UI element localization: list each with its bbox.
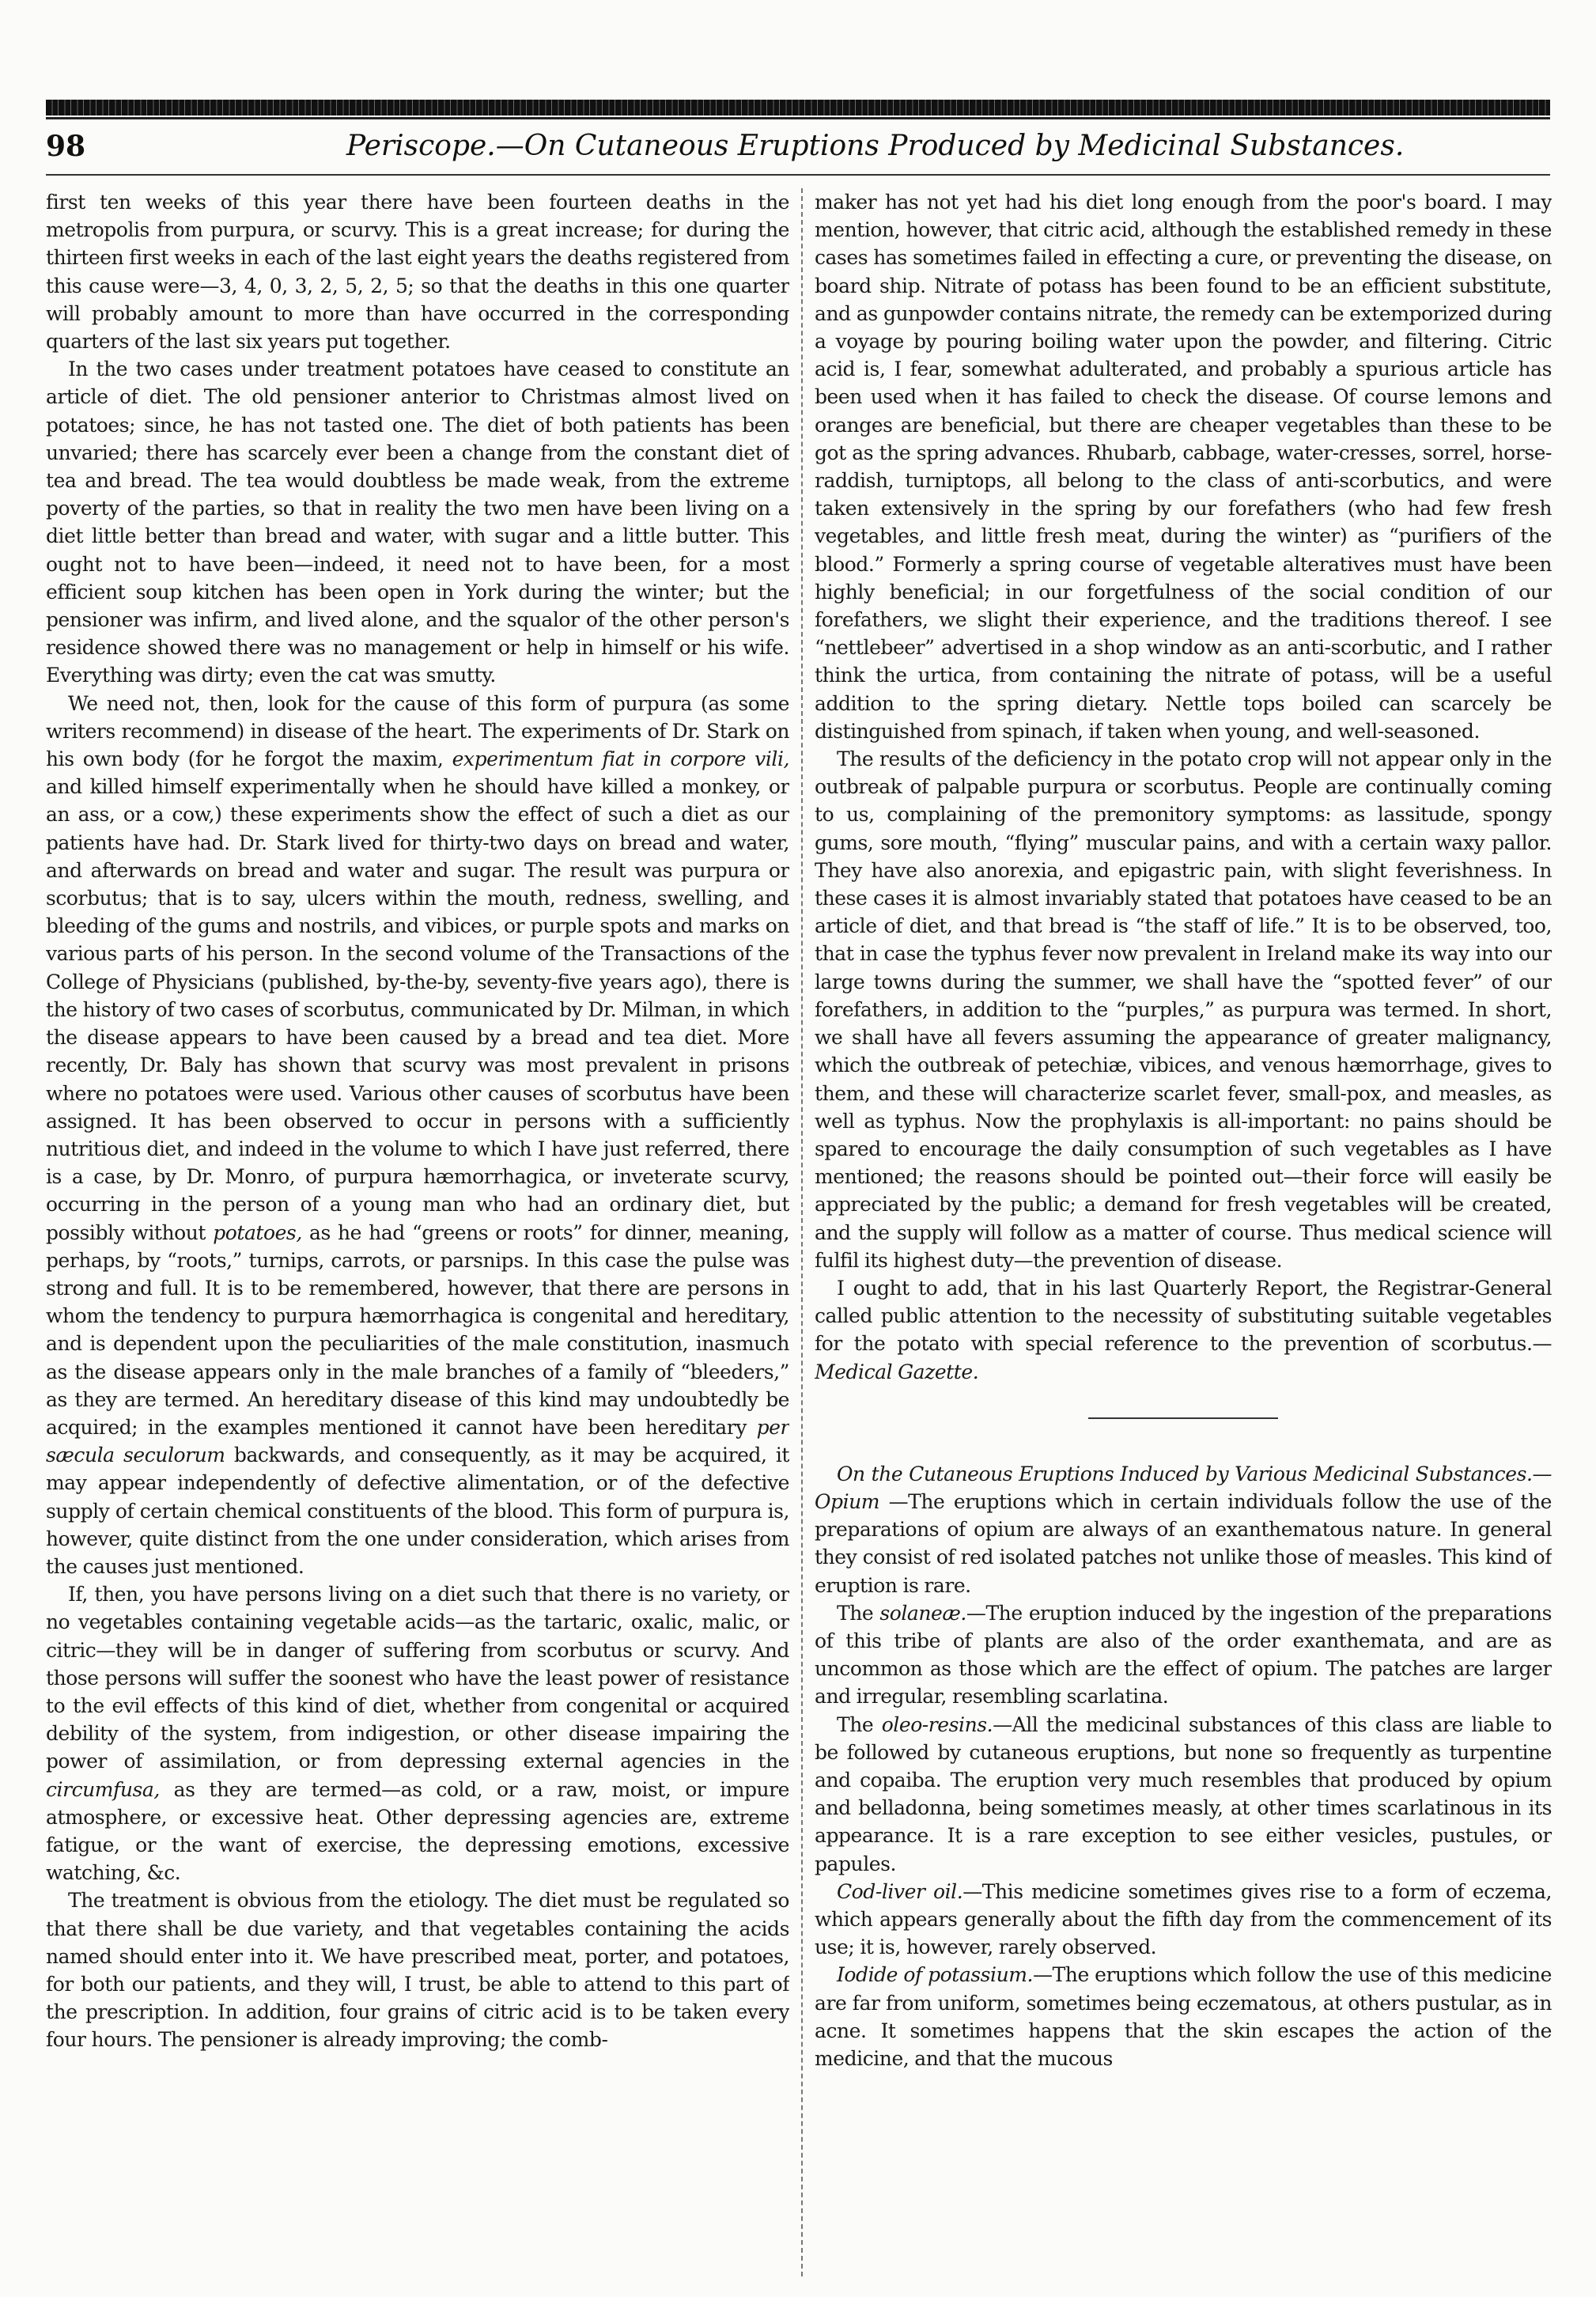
paragraph: In the two cases under treatment potatoes have ceased to constitute an article of diet. The old pensioner anterior to Christmas almost lived on potatoes; since, he has not tasted one. The diet of both patients has been unvaried; there has scarcely ever been a change from the constant diet of tea and bread. The tea would doubtless be made weak, from the extreme poverty of the parties, so that in reality the two men have been living on a diet little better than bread and water, with sugar and a little butter. This ought not to have been—indeed, it need not to have been, for a most efficient soup kitchen has been open in York during the winter; but the pensioner was infirm, and lived alone, and the squalor of the other person's residence showed there was no management or help in himself or his wife. Everything was dirty; even the cat was smutty.	[46, 358, 789, 687]
section-divider	[1088, 1417, 1278, 1419]
section-paragraph	[815, 1711, 1552, 1878]
text-run: and killed himself experimentally when he should have killed a monkey, or an ass, or a cow,) these experiments show the effect of such a diet as our patients have had. Dr. Stark lived for thirty-two days on bread and water, and afterwards on bread and water and sugar. The result was purpura or scorbutus; that is to say, ulcers within the mouth, redness, swelling, and bleeding of the gums and nostrils, and vibices, or purple spots and marks on various parts of his person. In the second volume of the Transactions of the College of Physicians (published, by-the-by, seventy-five years ago), there is the history of two cases of scorbutus, communicated by Dr. Milman, in which the disease appears to have been caused by a bread and tea diet. More recently, Dr. Baly has shown that scurvy was most prevalent in prisons where no potatoes were used. Various other causes of scorbutus have been assigned. It has been observed to occur in persons with a sufficiently nutritious diet, and indeed in the volume to which I have just referred, there is a case, by Dr. Monro, of purpura hæmorrhagica, or inveterate scurvy, occurring in the person of a young man who had an ordinary diet, but possibly without	[46, 775, 789, 1244]
text-run: as they are termed—as cold, or a raw, moist, or impure atmosphere, or excessive heat. Other depressing agencies are, extreme fatigue, or the want of exercise, the depressing emotions, excessive watching, &c.	[46, 1777, 789, 1885]
emphasis: potatoes,	[213, 1220, 302, 1244]
text-run: —The eruptions which in certain individuals follow the use of the preparations of opium are always of an exanthematous nature. In general they consist of red isolated patches not unlike those of measles. This kind of eruption is rare.	[815, 1489, 1552, 1597]
section-paragraph	[815, 1878, 1552, 1962]
subsection-label: oleo-resins.	[881, 1712, 993, 1736]
text-run: backwards, and consequently, as it may be acquired, it may appear independently of defective alimentation, or of the defective supply of certain chemical constituents of the blood. This form of purpura is, however, quite distinct from the one under consideration, which arises from the causes just mentioned.	[46, 1444, 789, 1578]
section-paragraph	[815, 1961, 1552, 2072]
paragraph	[46, 1580, 789, 1886]
section-paragraph	[815, 1599, 1552, 1711]
paragraph	[46, 690, 789, 1581]
text-run: —The eruption induced by the ingestion of the preparations of this tribe of plants are also of the order exanthemata, and are as uncommon as those which are the effect of opium. The patches are larger and irregular, resembling scarlatina.	[815, 1601, 1552, 1709]
text-run: We need not, then, look for the cause of this form of purpura (as some writers recommend) in disease of the heart. The experiments of Dr. Stark on his own body (for he forgot the maxim,	[46, 691, 789, 771]
subsection-label: solaneæ.	[879, 1601, 966, 1625]
text-run: —All the medicinal substances of this class are liable to be followed by cutaneous eruptions, but none so frequently as turpentine and copaiba. The eruption very much resembles that produced by opium and belladonna, being sometimes measly, at other times scarlatinous in its appearance. It is a rare exception to see either vesicles, pustules, or papules.	[815, 1712, 1552, 1875]
page-header	[46, 130, 1550, 171]
right-column	[815, 188, 1552, 2276]
paragraph: The results of the deficiency in the potato crop will not appear only in the outbreak of palpable purpura or scorbutus. People are continually coming to us, complaining of the premonitory symptoms: as lassitude, spongy gums, sore mouth, “flying” muscular pains, and with a certain waxy pallor. They have also anorexia, and epigastric pain, with slight feverishness. In these cases it is almost invariably stated that potatoes have ceased to be an article of diet, and that bread is “the staff of life.” It is to be observed, too, that in case the typhus fever now prevalent in Ireland make its way into our large towns during the summer, we shall have the “spotted fever” of our forefathers, in addition to the “purples,” as purpura was termed. In short, we shall have all fevers assuming the appearance of greater malignancy, which the outbreak of petechiæ, vibices, and venous hæmorrhage, gives to them, and these will characterize scarlet fever, small-pox, and measles, as well as typhus. Now the prophylaxis is all-important: no pains should be spared to encourage the daily consumption of such vegetables as I have mentioned; the reasons should be pointed out—their force will easily be appreciated by the public; a demand for fresh vegetables will be created, and the supply will follow as a matter of course. Thus medical science will fulfil its highest duty—the prevention of disease.	[815, 747, 1552, 1272]
paragraph: maker has not yet had his diet long enough from the poor's board. I may mention, however, that citric acid, although the established remedy in these cases has sometimes failed in effecting a cure, or preventing the disease, on board ship. Nitrate of potass has been found to be an efficient substitute, and as gunpowder contains nitrate, the remedy can be extemporized during a voyage by pouring boiling water upon the powder, and filtering. Citric acid is, I fear, somewhat adulterated, and probably a spurious article has been used when it has failed to check the disease. Of course lemons and oranges are beneficial, but there are cheaper vegetables than these to be got as the spring advances. Rhubarb, cabbage, water-cresses, sorrel, horse-raddish, turniptops, all belong to the class of anti-scorbutics, and were taken extensively in the spring by our forefathers (who had few fresh vegetables, and little fresh meat, during the winter) as “purifiers of the blood.” Formerly a spring course of vegetable alteratives must have been highly beneficial; in our forgetfulness of the social condition of our forefathers, we slight their experience, and the traditions thereof. I see “nettlebeer” advertised in a shop window as an anti-scorbutic, and I rather think the urtica, from containing the nitrate of potass, will be a useful addition to the spring dietary. Nettle tops boiled can scarcely be distinguished from spinach, if taken when young, and well-seasoned.	[815, 191, 1552, 743]
source-citation: Medical Gazette.	[815, 1360, 979, 1383]
text-run: The	[837, 1712, 882, 1736]
section-title: On the Cutaneous Eruptions Induced by Various Medicinal Substances.—Opium	[815, 1462, 1552, 1513]
text-run: The	[837, 1601, 880, 1625]
text-run: —This medicine sometimes gives rise to a form of eczema, which appears generally about the fifth day from the commencement of its use; it is, however, rarely observed.	[815, 1879, 1552, 1959]
latin-phrase: experimentum fiat in corpore vili,	[452, 747, 789, 771]
text-run: as he had “greens or roots” for dinner, meaning, perhaps, by “roots,” turnips, carrots, or parsnips. In this case the pulse was strong and full. It is to be remembered, however, that there are persons in whom the tendency to purpura hæmorrhagica is congenital and hereditary, and is dependent upon the peculiarities of the male constitution, inasmuch as the disease appears only in the male branches of a family of “bleeders,” as they are termed. An hereditary disease of this kind may undoubtedly be acquired; in the examples mentioned it cannot have been hereditary	[46, 1220, 789, 1439]
paragraph	[815, 1274, 1552, 1386]
subsection-label: Cod-liver oil.	[837, 1879, 963, 1903]
text-run: I ought to add, that in his last Quarterly Report, the Registrar-General called public attention to the necessity of substituting suitable vegetables for the potato with special reference to the prevention of scorbutus.—	[815, 1276, 1552, 1356]
subsection-label: Iodide of potassium.	[837, 1963, 1034, 1987]
column-divider	[801, 188, 803, 2276]
paragraph: first ten weeks of this year there have been fourteen deaths in the metropolis from purpura, or scurvy. This is a great increase; for during the thirteen first weeks in each of the last eight years the deaths registered from this cause were—3, 4, 0, 3, 2, 5, 2, 5; so that the deaths in this one quarter will probably amount to more than have occurred in the corresponding quarters of the last six years put together.	[46, 191, 789, 354]
text-run: If, then, you have persons living on a diet such that there is no variety, or no vegetables containing vegetable acids—as the tartaric, oxalic, malic, or citric—they will be in danger of suffering from scorbutus or scurvy. And those persons will suffer the soonest who have the least power of resistance to the evil effects of this kind of diet, whether from congenital or acquired debility of the system, from indigestion, or other disease impairing the power of assimilation, or from depressing external agencies in the	[46, 1583, 789, 1773]
text-run: —The eruptions which follow the use of this medicine are far from uniform, sometimes being eczematous, at others pustular, as in acne. It sometimes happens that the skin escapes the action of the medicine, and that the mucous	[815, 1963, 1552, 2070]
section-paragraph	[815, 1460, 1552, 1599]
left-column	[46, 188, 789, 2276]
running-title: Periscope.—On Cutaneous Eruptions Produced by Medicinal Substances.	[346, 130, 1405, 162]
latin-term: circumfusa,	[46, 1777, 160, 1801]
page-number: 98	[46, 130, 86, 163]
top-border-rule	[46, 100, 1550, 115]
latin-phrase: per sæcula seculorum	[46, 1415, 789, 1467]
paragraph: The treatment is obvious from the etiology. The diet must be regulated so that there shall be due variety, and that vegetables containing the acids named should enter into it. We have prescribed meat, porter, and potatoes, for both our patients, and they will, I trust, be able to attend to this part of the prescription. In addition, four grains of citric acid is to be taken every four hours. The pensioner is already improving; the comb-	[46, 1889, 789, 2052]
header-rule	[46, 174, 1550, 176]
